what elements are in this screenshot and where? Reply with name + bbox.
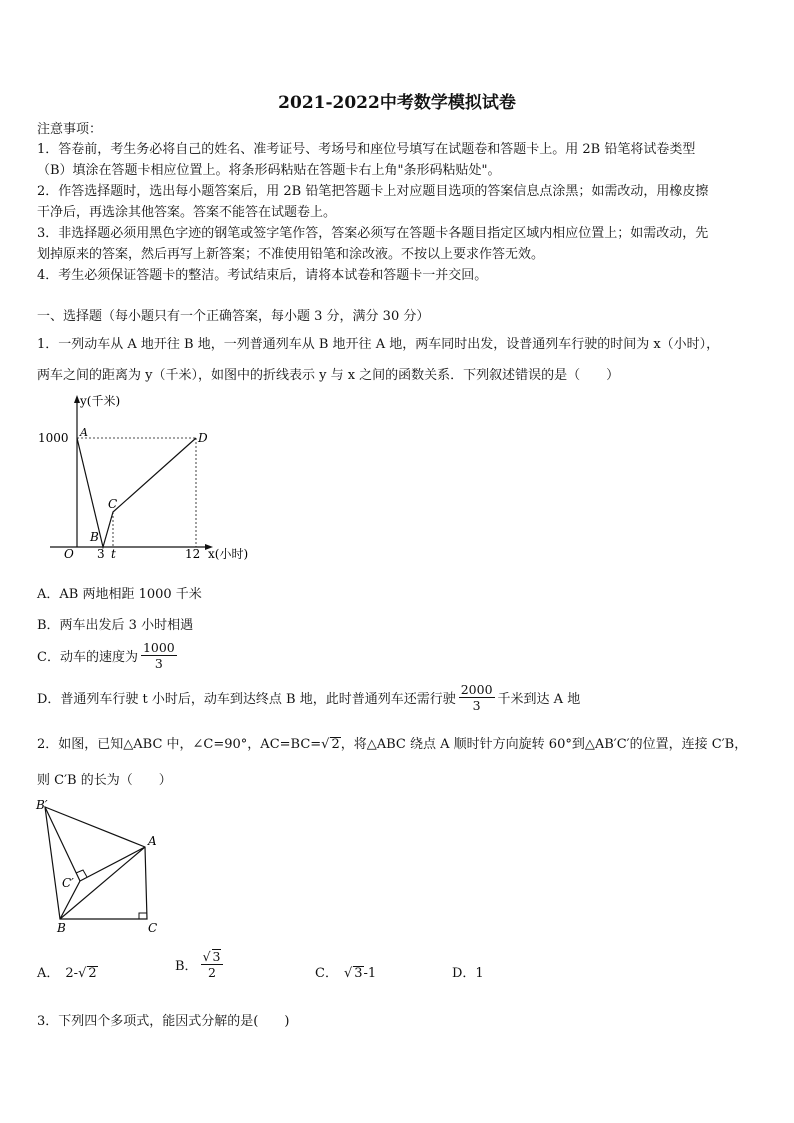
q1-option-a: A．AB 两地相距 1000 千米 [37,587,202,602]
notice-line: 3．非选择题必须用黑色字迹的钢笔或签字笔作答，答案必须写在答题卡各题目指定区域内相应位置上；如需改动，先 [37,226,709,241]
notice-line: 1．答卷前，考生务必将自己的姓名、准考证号、考场号和座位号填写在试题卷和答题卡上。用 2B 铅笔将试卷类型 [37,142,696,157]
sqrt-radicand: 2 [331,737,340,752]
q3-stem: 3．下列四个多项式，能因式分解的是( ) [37,1014,290,1029]
q2-figure [30,795,180,940]
label-c: C [148,921,158,935]
q2-option-c: C． √ 3-1 [315,966,377,981]
q1-option-d [37,682,580,713]
q1-option-d-text: D．普通列车行驶 t 小时后，动车到达终点 B 地，此时普通列车还需行驶 [37,692,456,707]
q2-option-d: D．1 [452,966,484,981]
q1-option-d-suffix: 千米到达 A 地 [497,692,581,707]
page-title: 2021-2022中考数学模拟试卷 [278,93,516,113]
fraction [201,949,224,980]
sqrt-radicand: 3 [212,949,221,964]
q1-graph [30,392,290,567]
q1-stem-line1: 1．一列动车从 A 地开往 B 地，一列普通列车从 B 地开往 A 地，两车同时出发，设普通列车行驶的时间为 x（小时）， [37,337,720,352]
segment-c-prime-a [80,847,145,881]
point-d-label: D [198,431,208,445]
outer-quadrilateral [45,807,147,919]
point-b-label: B [90,530,99,544]
x-tick-3: 3 [97,547,105,561]
right-angle-mark-c [139,913,147,919]
notice-heading: 注意事项： [37,122,103,137]
y-tick-1000: 1000 [38,431,69,445]
point-a-label: A [80,426,88,439]
x-axis-label: x(小时) [208,547,249,561]
y-axis-label: y(千米) [80,394,121,408]
notice-line: 4．考生必须保证答题卡的整洁。考试结束后，请将本试卷和答题卡一并交回。 [37,268,488,283]
label-c-prime: C′ [62,876,74,890]
notice-line: 干净后，再选涂其他答案。答案不能答在试题卷上。 [37,205,337,220]
fraction-denominator: 2 [208,965,216,980]
q2-stem-text-a: 2．如图，已知△ABC 中，∠C=90°，AC=BC= [37,737,322,752]
q1-option-c-text: C．动车的速度为 [37,650,138,665]
fraction-numerator: 1000 [142,640,175,655]
option-label: A． [37,966,60,981]
label-a: A [148,834,157,848]
x-tick-12: 12 [185,547,201,561]
label-b-prime: B′ [36,798,48,812]
fraction [459,682,495,713]
fraction [141,640,177,671]
fraction-numerator: 2000 [460,682,493,697]
option-c-expression: -1 [363,966,377,981]
q2-stem-text-b: ，将△ABC 绕点 A 顺时针方向旋转 60°到△AB′C′的位置，连接 C′B， [340,737,748,752]
q2-stem-line1: 2．如图，已知△ABC 中，∠C=90°，AC=BC=√ 2，将△ABC 绕点 A 顺时针方向旋转 60°到△AB′C′的位置，连接 C′B， [37,737,748,752]
q1-option-c [37,640,180,671]
q1-option-b: B．两车出发后 3 小时相遇 [37,618,194,633]
option-label: C． [315,966,338,981]
sqrt-radicand: 3 [354,966,363,981]
section-heading: 一、选择题（每小题只有一个正确答案，每小题 3 分，满分 30 分） [37,309,430,324]
point-c-label: C [108,497,118,511]
q1-stem-line2: 两车之间的距离为 y（千米），如图中的折线表示 y 与 x 之间的函数关系．下列叙述错误的是（ ） [37,368,620,383]
notice-line: 2．作答选择题时，选出每小题答案后，用 2B 铅笔把答题卡上对应题目选项的答案信息点涂黑；如需改动，用橡皮擦 [37,184,709,199]
q2-option-a: A． 2-√ 2 [37,966,97,981]
fraction-numerator: √ 3 [201,949,224,965]
notice-line: 划掉原来的答案，然后再写上新答案；不准使用铅笔和涂改液。不按以上要求作答无效。 [37,247,545,262]
q2-stem-line2: 则 C′B 的长为（ ） [37,773,172,788]
x-tick-t: t [111,547,116,561]
fraction-denominator: 3 [154,656,163,671]
notice-line: （B）填涂在答题卡相应位置上。将条形码粘贴在答题卡右上角"条形码粘贴处"。 [37,163,501,178]
sqrt-radicand: 2 [88,966,97,981]
label-b: B [57,921,66,935]
fraction-denominator: 3 [472,698,481,713]
q2-option-b [175,949,226,980]
option-label: B． [175,959,198,974]
option-a-expression: 2- [65,966,79,981]
origin-label: O [64,547,74,561]
